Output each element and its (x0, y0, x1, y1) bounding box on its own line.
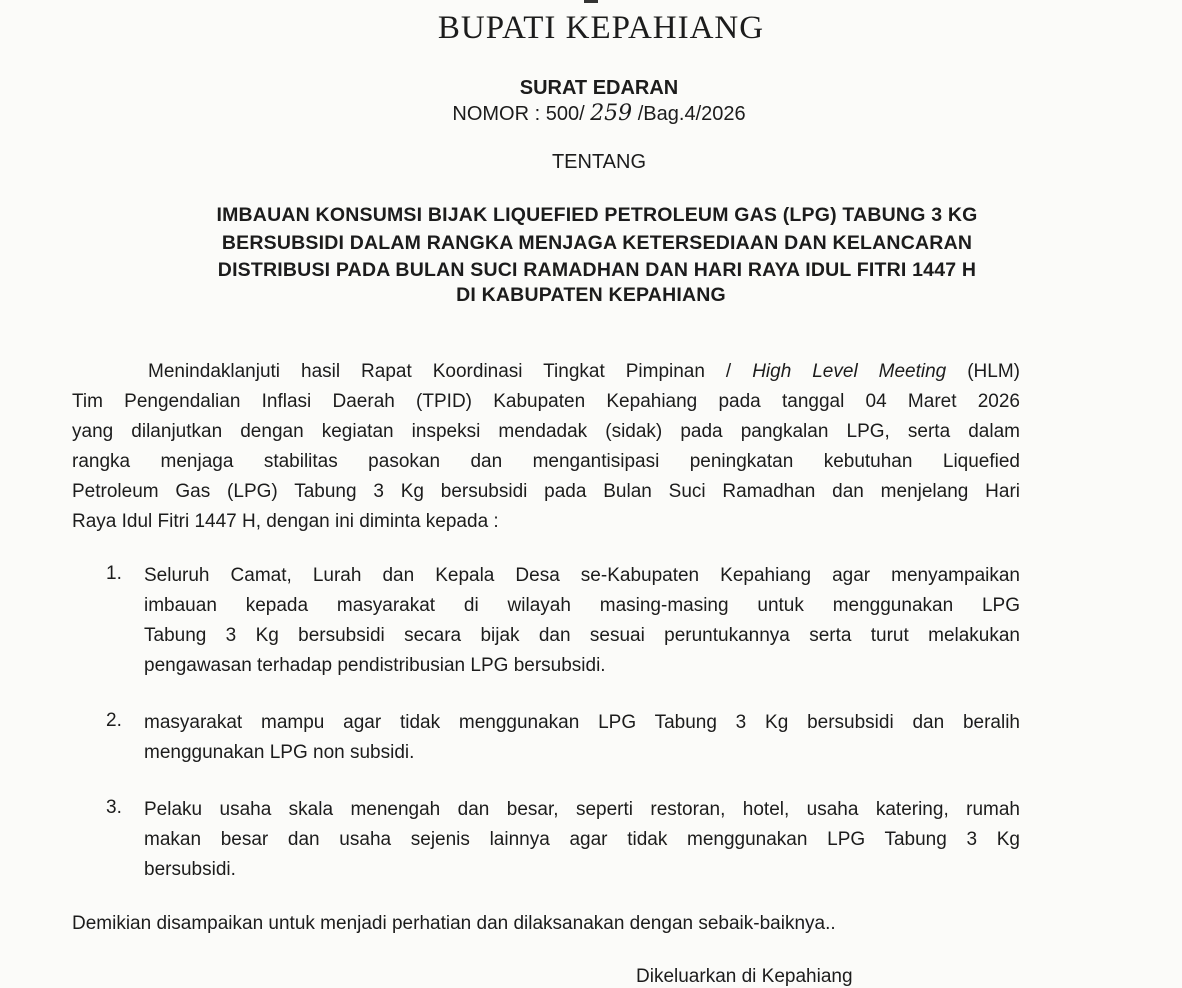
intro-line-3: yang dilanjutkan dengan kegiatan inspeksi mendadak (sidak) pada pangkalan LPG, serta dalam (72, 421, 1020, 442)
subject-line-4: DI KABUPATEN KEPAHIANG (456, 284, 726, 306)
intro-line-1: Menindaklanjuti hasil Rapat Koordinasi Tingkat Pimpinan / High Level Meeting (HLM) (148, 361, 1020, 382)
intro-line-4: rangka menjaga stabilitas pasokan dan mengantisipasi peningkatan kebutuhan Liquefied (72, 451, 1020, 472)
list-item-3-line: bersubsidi. (144, 859, 236, 880)
list-item-1-line: Seluruh Camat, Lurah dan Kepala Desa se-Kabupaten Kepahiang agar menyampaikan (144, 565, 1020, 586)
list-item-3-line: Pelaku usaha skala menengah dan besar, seperti restoran, hotel, usaha katering, rumah (144, 799, 1020, 820)
closing-sentence: Demikian disampaikan untuk menjadi perhatian dan dilaksanakan dengan sebaik-baiknya.. (72, 913, 836, 934)
issued-place: Dikeluarkan di Kepahiang (636, 966, 853, 987)
list-item-1 (144, 561, 1020, 681)
doc-number-suffix: /Bag.4/2026 (632, 103, 746, 125)
subject-line-2: BERSUBSIDI DALAM RANGKA MENJAGA KETERSEDIAAN DAN KELANCARAN (221, 232, 973, 254)
list-item-2-line: menggunakan LPG non subsidi. (144, 742, 415, 763)
list-item-2-line: masyarakat mampu agar tidak menggunakan LPG Tabung 3 Kg bersubsidi dan beralih (144, 712, 1020, 733)
list-item-2 (144, 708, 1020, 768)
list-item-1-line: Tabung 3 Kg bersubsidi secara bijak dan sesuai peruntukannya serta turut melakukan (144, 625, 1020, 646)
list-item-1-line: pengawasan terhadap pendistribusian LPG bersubsidi. (144, 655, 606, 676)
list-item-3 (144, 795, 1020, 885)
subject-line-3: DISTRIBUSI PADA BULAN SUCI RAMADHAN DAN HARI RAYA IDUL FITRI 1447 H (217, 259, 977, 281)
top-edge-mark (584, 0, 598, 3)
list-number-2: 2. (106, 710, 122, 731)
list-item-3-line: makan besar dan usaha sejenis lainnya agar tidak menggunakan LPG Tabung 3 Kg (144, 829, 1020, 850)
regent-title: BUPATI KEPAHIANG (437, 10, 765, 46)
list-item-1-line: imbauan kepada masyarakat di wilayah masing-masing untuk menggunakan LPG (144, 595, 1020, 616)
intro-line-5: Petroleum Gas (LPG) Tabung 3 Kg bersubsidi pada Bulan Suci Ramadhan dan menjelang Hari (72, 481, 1020, 502)
doc-number (8, 101, 1182, 126)
list-number-3: 3. (106, 797, 122, 818)
intro-line-6: Raya Idul Fitri 1447 H, dengan ini diminta kepada : (72, 511, 499, 532)
list-number-1: 1. (106, 563, 122, 584)
intro-italic-term: High Level Meeting (752, 361, 947, 382)
intro-line-2: Tim Pengendalian Inflasi Daerah (TPID) Kabupaten Kepahiang pada tanggal 04 Maret 2026 (72, 391, 1020, 412)
doc-number-handwritten: 259 (590, 101, 633, 126)
intro-paragraph (72, 357, 1020, 537)
doc-number-prefix: NOMOR : 500/ (452, 103, 591, 125)
doc-type: SURAT EDARAN (519, 77, 679, 99)
about-label: TENTANG (551, 151, 647, 173)
subject-line-1: IMBAUAN KONSUMSI BIJAK LIQUEFIED PETROLEUM GAS (LPG) TABUNG 3 KG (216, 204, 978, 226)
